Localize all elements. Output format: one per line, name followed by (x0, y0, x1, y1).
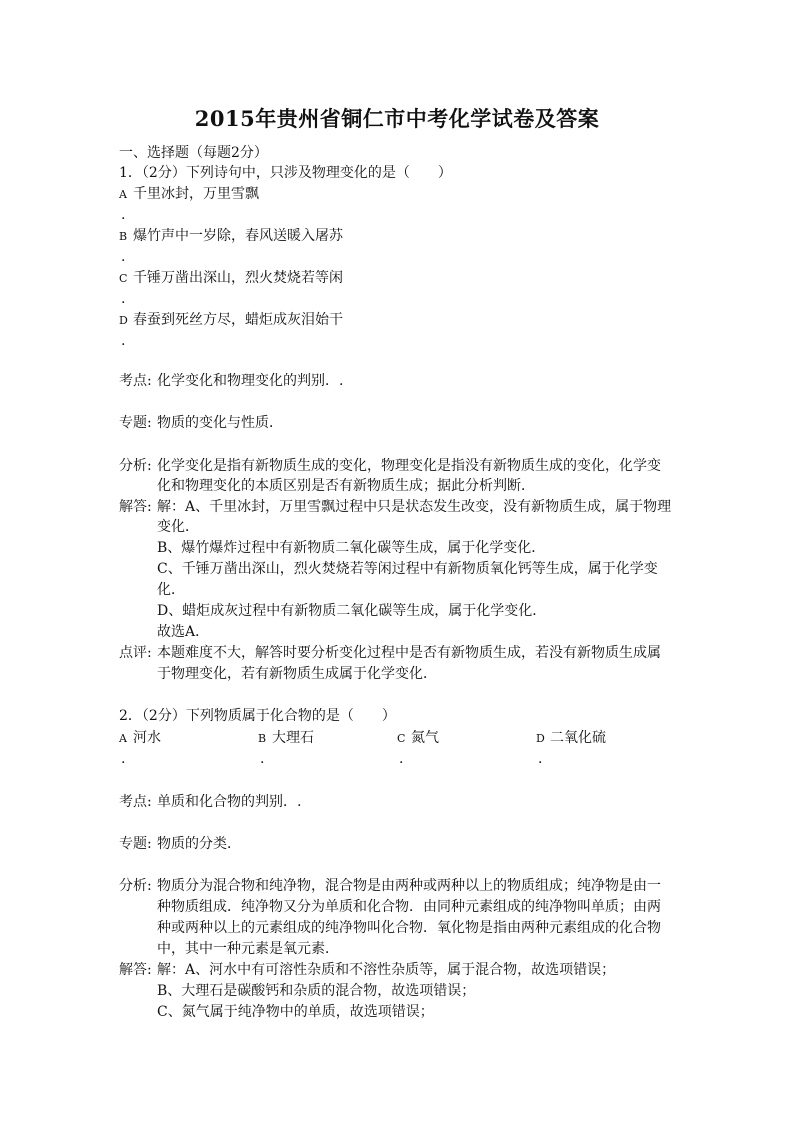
q2-fenxi (119, 876, 661, 896)
option-text: 氮气 (411, 730, 439, 746)
jieda-line: 化． (157, 582, 185, 598)
dianping-line: 于物理变化，若有新物质生成属于化学变化． (157, 666, 437, 682)
option-letter: A (119, 188, 127, 201)
q1-option-d (119, 310, 343, 331)
fenxi-label: 分析: (119, 458, 152, 474)
jieda-line: C、氮气属于纯净物中的单质，故选项错误； (157, 1004, 434, 1020)
option-text: 千里冰封，万里雪飘 (133, 186, 259, 202)
q2-option-b (258, 728, 314, 749)
fenxi-line: 物质分为混合物和纯净物，混合物是由两种或两种以上的物质组成；纯净物是由一 (157, 878, 661, 894)
option-text: 二氧化硫 (550, 730, 606, 746)
option-text: 河水 (133, 730, 161, 746)
kaodian-text: 单质和化合物的判别．. (157, 794, 302, 810)
q2-stem: 2．（2分）下列物质属于化合物的是（ ） (119, 708, 396, 724)
q1-kaodian (119, 371, 343, 391)
option-text: 爆竹声中一岁除，春风送暖入屠苏 (133, 228, 343, 244)
kaodian-text: 化学变化和物理变化的判别．. (157, 373, 344, 389)
option-letter: A (119, 732, 127, 745)
option-letter: B (258, 732, 267, 745)
jieda-line: 解：A、河水中有可溶性杂质和不溶性杂质等，属于混合物，故选项错误； (157, 962, 616, 978)
q2-zhuanti (119, 834, 241, 854)
fenxi-line: 中，其中一种元素是氧元素． (157, 941, 339, 957)
option-dot: . (121, 249, 126, 265)
jieda-line: B、大理石是碳酸钙和杂质的混合物，故选项错误； (157, 983, 476, 999)
zhuanti-label: 专题: (119, 836, 152, 852)
jieda-label: 解答: (119, 962, 152, 978)
zhuanti-text: 物质的变化与性质． (157, 415, 283, 431)
q1-option-b (119, 226, 343, 247)
dianping-label: 点评: (119, 645, 152, 661)
option-text: 大理石 (272, 730, 314, 746)
option-dot: . (399, 751, 404, 767)
fenxi-line: 种物质组成．纯净物又分为单质和化合物．由同种元素组成的纯净物叫单质；由两 (157, 899, 661, 915)
option-letter: D (536, 732, 545, 745)
fenxi-label: 分析: (119, 878, 152, 894)
option-dot: . (121, 751, 126, 767)
fenxi-line: 化学变化是指有新物质生成的变化，物理变化是指没有新物质生成的变化，化学变 (157, 458, 661, 474)
option-text: 千锤万凿出深山，烈火焚烧若等闲 (133, 270, 343, 286)
q1-option-a (119, 184, 259, 205)
option-dot: . (121, 291, 126, 307)
q1-option-c (119, 268, 343, 289)
option-letter: C (119, 272, 128, 285)
option-dot: . (260, 751, 265, 767)
option-letter: C (397, 732, 406, 745)
option-dot: . (538, 751, 543, 767)
page-title: 2015年贵州省铜仁市中考化学试卷及答案 (194, 106, 600, 131)
q1-jieda (119, 497, 671, 517)
kaodian-label: 考点: (119, 794, 152, 810)
jieda-line: 故选A． (157, 624, 210, 640)
kaodian-label: 考点: (119, 373, 152, 389)
option-letter: D (119, 314, 128, 327)
jieda-line: 解：A、千里冰封，万里雪飘过程中只是状态发生改变，没有新物质生成，属于物理 (157, 499, 672, 515)
jieda-line: D、蜡炬成灰过程中有新物质二氧化碳等生成，属于化学变化． (157, 603, 547, 619)
q2-option-a (119, 728, 161, 749)
q2-kaodian (119, 792, 301, 812)
q2-option-d (536, 728, 606, 749)
zhuanti-text: 物质的分类． (157, 836, 241, 852)
section-heading: 一、选择题（每题2分） (119, 145, 268, 161)
option-text: 春蚕到死丝方尽，蜡炬成灰泪始干 (133, 312, 343, 328)
dianping-line: 本题难度不大，解答时要分析变化过程中是否有新物质生成，若没有新物质生成属 (157, 645, 661, 661)
jieda-label: 解答: (119, 499, 152, 515)
zhuanti-label: 专题: (119, 415, 152, 431)
jieda-line: 变化． (157, 519, 199, 535)
option-dot: . (121, 333, 126, 349)
q1-fenxi (119, 456, 661, 476)
q1-dianping (119, 643, 661, 663)
jieda-line: B、爆竹爆炸过程中有新物质二氧化碳等生成，属于化学变化． (157, 540, 546, 556)
q2-jieda (119, 960, 615, 980)
jieda-line: C、千锤万凿出深山，烈火焚烧若等闲过程中有新物质氧化钙等生成，属于化学变 (157, 561, 658, 577)
q1-zhuanti (119, 413, 283, 433)
fenxi-line: 种或两种以上的元素组成的纯净物叫化合物．氧化物是指由两种元素组成的化合物 (157, 920, 661, 936)
q2-option-c (397, 728, 439, 749)
q1-stem: 1．（2分）下列诗句中，只涉及物理变化的是（ ） (119, 165, 452, 181)
option-letter: B (119, 230, 128, 243)
fenxi-line: 化和物理变化的本质区别是否有新物质生成；据此分析判断． (157, 478, 535, 494)
option-dot: . (121, 207, 126, 223)
